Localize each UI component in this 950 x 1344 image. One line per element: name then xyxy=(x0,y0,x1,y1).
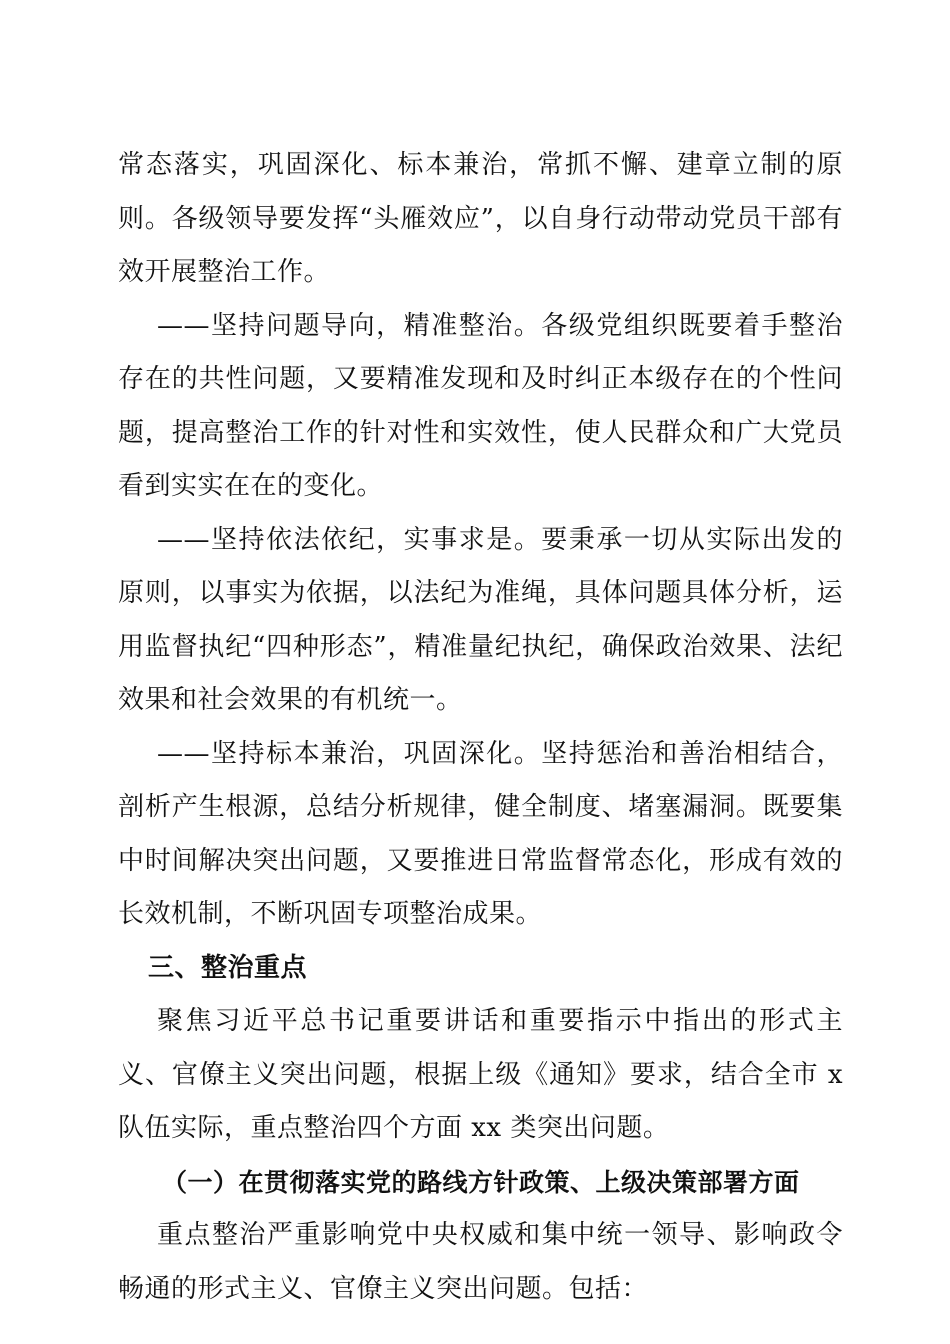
section-heading: 三、整治重点 xyxy=(148,952,308,983)
paragraph-principle-continuation: 常态落实，巩固深化、标本兼治，常抓不懈、建章立制的原则。各级领导要发挥“头雁效应”，以自身行动带动党员干部有效开展整治工作。 xyxy=(118,150,843,287)
section-intro-paragraph: 聚焦习近平总书记重要讲话和重要指示中指出的形式主义、官僚主义突出问题，根据上级《通知》要求，结合全市 x 队伍实际，重点整治四个方面 xx 类突出问题。 xyxy=(118,1006,843,1143)
subsection-intro-paragraph: 重点整治严重影响党中央权威和集中统一领导、影响政令畅通的形式主义、官僚主义突出问题。包括： xyxy=(118,1220,843,1304)
document-body xyxy=(118,139,843,1316)
paragraph-root-and-symptoms: ——坚持标本兼治，巩固深化。坚持惩治和善治相结合，剖析产生根源，总结分析规律，健全制度、堵塞漏洞。既要集中时间解决突出问题，又要推进日常监督常态化，形成有效的长效机制，不断巩固专项整治成果。 xyxy=(118,738,843,929)
paragraph-problem-oriented: ——坚持问题导向，精准整治。各级党组织既要着手整治存在的共性问题，又要精准发现和及时纠正本级存在的个性问题，提高整治工作的针对性和实效性，使人民群众和广大党员看到实实在在的变化。 xyxy=(118,310,843,501)
paragraph-law-and-discipline: ——坚持依法依纪，实事求是。要秉承一切从实际出发的原则，以事实为依据，以法纪为准绳，具体问题具体分析，运用监督执纪“四种形态”，精准量纪执纪，确保政治效果、法纪效果和社会效果的有机统一。 xyxy=(118,524,843,715)
subsection-heading: （一）在贯彻落实党的路线方针政策、上级决策部署方面 xyxy=(162,1167,800,1197)
